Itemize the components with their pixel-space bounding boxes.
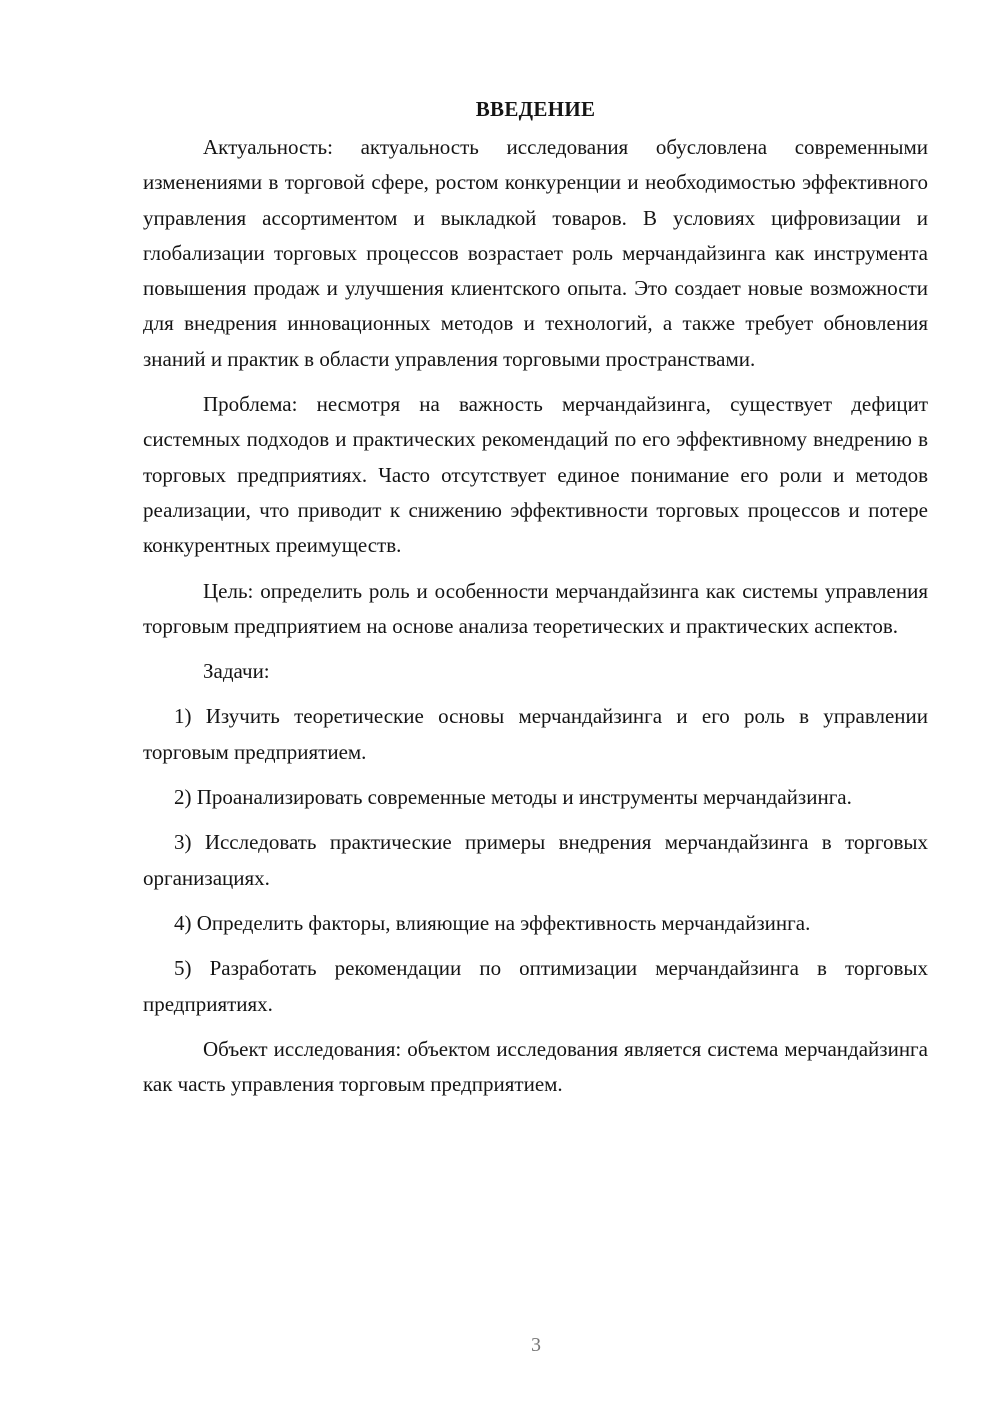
tasks-list [143, 699, 928, 1021]
list-item: 2) Проанализировать современные методы и инструменты мерчандайзинга. [174, 785, 852, 810]
object-paragraph: Объект исследования: объектом исследования является система мерчандайзинга как часть управления торговым предприятием. [143, 1036, 928, 1097]
list-item: 4) Определить факторы, влияющие на эффективность мерчандайзинга. [174, 910, 811, 935]
goal-paragraph: Цель: определить роль и особенности мерчандайзинга как системы управления торговым предприятием на основе анализа теоретических и практических аспектов. [143, 578, 928, 638]
page-title: ВВЕДЕНИЕ [475, 97, 596, 121]
relevance-paragraph: Актуальность: актуальность исследования обусловлена современными изменениями в торговой сфере, ростом конкуренции и необходимостью эффективного управления ассортиментом и выкладкой товаров. В условиях цифровизации и глобализации торговых процессов возрастает роль мерчандайзинга как инструмента повышения продаж и улучшения клиентского опыта. Это создает новые возможности для внедрения инновационных методов и технологий, а также требует обновления знаний и практик в области управления торговыми пространствами. [143, 135, 928, 371]
problem-paragraph: Проблема: несмотря на важность мерчандайзинга, существует дефицит системных подходов и практических рекомендаций по его эффективному внедрению в торговых предприятиях. Часто отсутствует единое понимание его роли и методов реализации, что приводит к снижению эффективности торговых процессов и потере конкурентных преимуществ. [143, 392, 928, 558]
list-item: 1) Изучить теоретические основы мерчандайзинга и его роль в управлении торговым предприятием. [143, 704, 928, 764]
list-item: 3) Исследовать практические примеры внедрения мерчандайзинга в торговых организациях. [143, 830, 928, 890]
list-item: 5) Разработать рекомендации по оптимизации мерчандайзинга в торговых предприятиях. [143, 956, 928, 1016]
page-number: 3 [531, 1334, 541, 1356]
document-page [143, 92, 928, 1102]
tasks-label: Задачи: [203, 659, 270, 684]
